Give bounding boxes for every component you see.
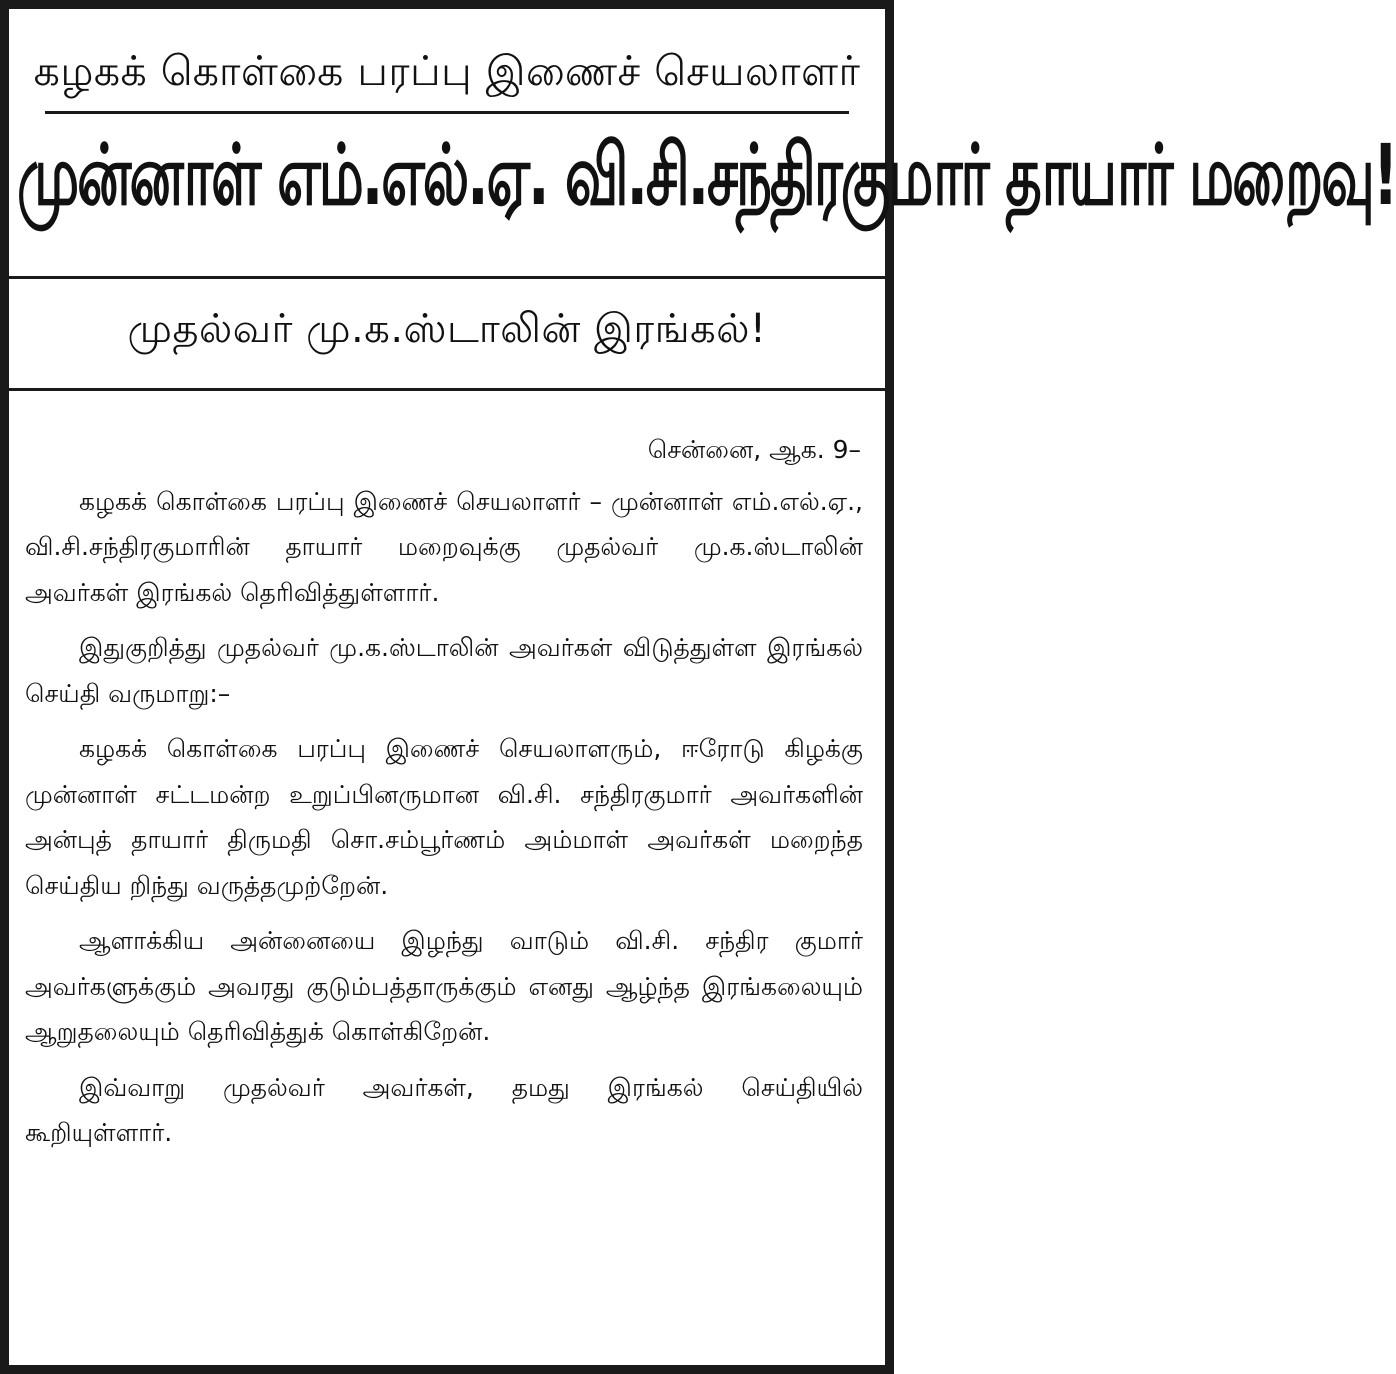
header-box	[9, 9, 1396, 279]
subheadline: முதல்வர் மு.க.ஸ்டாலின் இரங்கல்!	[127, 306, 767, 352]
article-body	[25, 427, 863, 1166]
paragraph-1: கழகக் கொள்கை பரப்பு இணைச் செயலாளர் – முன்னாள் எம்.எல்.ஏ., வி.சி.சந்திரகுமாரின் தாயார் மறைவுக்கு முதல்வர் மு.க.ஸ்டாலின் அவர்கள் இரங்கல் தெரிவித்துள்ளார்.	[25, 486, 863, 607]
kicker-line: கழகக் கொள்கை பரப்பு இணைச் செயலாளர்	[33, 47, 861, 95]
paragraph-4: ஆளாக்கிய அன்னையை இழந்து வாடும் வி.சி. சந்திர குமார் அவர்களுக்கும் அவரது குடும்பத்தாருக்கும் எனது ஆழ்ந்த இரங்கலையும் ஆறுதலையும் தெரிவித்துக் கொள்கிறேன்.	[25, 926, 863, 1046]
paragraph-3: கழகக் கொள்கை பரப்பு இணைச் செயலாளரும், ஈரோடு கிழக்கு முன்னாள் சட்டமன்ற உறுப்பினருமான வி.சி. சந்திரகுமார் அவர்களின் அன்புத் தாயார் திருமதி சொ.சம்பூர்ணம் அம்மாள் அவர்கள் மறைந்த செய்திய றிந்து வருத்தமுற்றேன்.	[25, 734, 863, 900]
subheader-box	[9, 279, 885, 391]
header-rule	[45, 111, 849, 114]
paragraph-5: இவ்வாறு முதல்வர் அவர்கள், தமது இரங்கல் செய்தியில் கூறியுள்ளார்.	[25, 1072, 863, 1147]
headline: முன்னாள் எம்.எல்.ஏ. வி.சி.சந்திரகுமார் தாயார் மறைவு!	[17, 127, 1396, 225]
paragraph-2: இதுகுறித்து முதல்வர் மு.க.ஸ்டாலின் அவர்கள் விடுத்துள்ள இரங்கல் செய்தி வருமாறு:–	[25, 633, 863, 708]
dateline: சென்னை, ஆக. 9–	[647, 435, 861, 464]
